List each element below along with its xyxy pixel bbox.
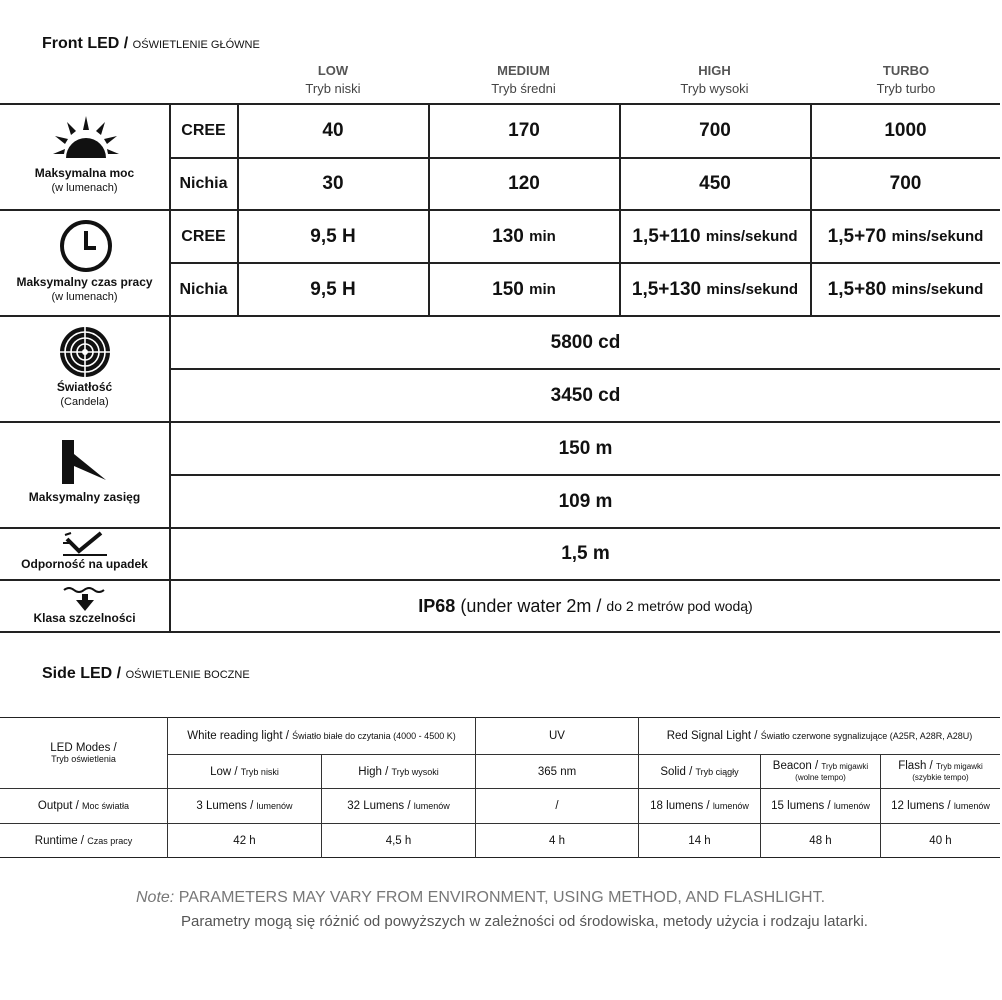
intensity-label: Światłość xyxy=(56,380,113,394)
runtime-sublabel: (w lumenach) xyxy=(51,291,118,303)
runtime-nichia-low: 9,5 H xyxy=(310,278,356,300)
front-led-title: Front LED / OŚWIETLENIE GŁÓWNE xyxy=(42,35,260,52)
range-nichia: 109 m xyxy=(558,490,613,512)
runtime-nichia-turbo: 1,5+80 mins/sekund xyxy=(827,278,984,300)
power-label-cell xyxy=(0,104,169,209)
power-cree-low: 40 xyxy=(322,120,344,141)
note-english: Note: PARAMETERS MAY VARY FROM ENVIRONMENT, USING METHOD, AND FLASHLIGHT. xyxy=(136,889,826,906)
intensity-label-cell xyxy=(0,316,169,421)
power-nichia-low: 30 xyxy=(322,173,344,194)
side-runtime-beacon: 48 h xyxy=(809,834,832,847)
runtime-nichia-medium: 150 min xyxy=(492,278,556,300)
intensity-sublabel: (Candela) xyxy=(60,396,109,408)
mode-header-medium: MEDIUM Tryb średni xyxy=(491,63,556,96)
mode-header-low: LOW Tryb niski xyxy=(305,63,361,96)
output-high: 32 Lumens / lumenów xyxy=(347,800,450,812)
intensity-nichia: 3450 cd xyxy=(550,384,621,406)
side-modes-label: LED Modes / Tryb oświetlenia xyxy=(50,742,117,764)
power-nichia-high: 450 xyxy=(699,173,731,194)
power-nichia-medium: 120 xyxy=(508,173,540,194)
range-label: Maksymalny zasięg xyxy=(28,490,141,504)
range-label-cell xyxy=(0,422,169,527)
waterproof-value: IP68 (under water 2m / do 2 metrów pod wodą) xyxy=(418,595,753,616)
led-cree-label: CREE xyxy=(181,122,226,139)
output-solid: 18 lumens / lumenów xyxy=(650,800,749,812)
impact-value: 1,5 m xyxy=(561,543,610,564)
water-icon xyxy=(62,584,108,612)
mode-header-high: HIGH Tryb wysoki xyxy=(680,63,749,96)
power-cree-high: 700 xyxy=(699,120,731,141)
side-runtime-uv: 4 h xyxy=(549,834,565,847)
intensity-cree: 5800 cd xyxy=(550,331,621,353)
group-white-light: White reading light / Światło białe do czytania (4000 - 4500 K) xyxy=(187,730,456,742)
power-nichia-turbo: 700 xyxy=(889,173,922,194)
side-led-title: Side LED / OŚWIETLENIE BOCZNE xyxy=(42,665,250,682)
note-polish: Parametry mogą się różnić od powyższych w zależności od środowiska, metody użycia i rodzaju latarki. xyxy=(181,913,868,930)
power-sublabel: (w lumenach) xyxy=(51,182,118,194)
runtime-cree-medium: 130 min xyxy=(492,225,556,247)
waterproof-label: Klasa szczelności xyxy=(33,611,136,625)
runtime-nichia-high: 1,5+130 mins/sekund xyxy=(631,278,799,300)
submode-flash: Flash / Tryb migawki (szybkie tempo) xyxy=(898,759,983,782)
runtime-cree-low: 9,5 H xyxy=(310,225,356,247)
clock-icon xyxy=(58,218,114,274)
power-cree-medium: 170 xyxy=(508,120,540,141)
beam-icon xyxy=(62,440,106,484)
led-nichia-label: Nichia xyxy=(179,175,228,192)
output-uv: / xyxy=(555,800,559,812)
group-uv: UV xyxy=(549,730,565,742)
power-cree-turbo: 1000 xyxy=(884,120,927,141)
submode-low: Low / Tryb niski xyxy=(210,765,279,778)
submode-uv: 365 nm xyxy=(537,765,577,778)
side-runtime-low: 42 h xyxy=(233,834,256,847)
led-nichia-label: Nichia xyxy=(179,280,228,298)
impact-label: Odporność na upadek xyxy=(21,557,148,571)
power-label: Maksymalna moc xyxy=(34,166,135,180)
output-beacon: 15 lumens / lumenów xyxy=(771,800,870,812)
impact-label-cell xyxy=(0,528,169,579)
waterproof-label-cell xyxy=(0,580,169,631)
output-flash: 12 lumens / lumenów xyxy=(891,800,990,812)
target-icon xyxy=(58,325,112,379)
submode-beacon: Beacon / Tryb migawki (wolne tempo) xyxy=(772,759,869,782)
side-runtime-flash: 40 h xyxy=(929,834,952,847)
side-output-label: Output / Moc światła xyxy=(37,800,130,812)
output-low: 3 Lumens / lumenów xyxy=(196,800,293,812)
sun-icon xyxy=(53,114,119,166)
range-cree: 150 m xyxy=(558,437,613,459)
side-runtime-label: Runtime / Czas pracy xyxy=(34,834,133,847)
runtime-cree-turbo: 1,5+70 mins/sekund xyxy=(827,225,984,247)
runtime-label: Maksymalny czas pracy xyxy=(16,275,153,289)
drop-impact-icon xyxy=(63,531,107,557)
mode-header-turbo: TURBO Tryb turbo xyxy=(876,63,936,96)
submode-solid: Solid / Tryb ciągły xyxy=(660,765,739,778)
led-cree-label: CREE xyxy=(181,227,226,245)
group-red-signal: Red Signal Light / Światło czerwone sygnalizujące (A25R, A28R, A28U) xyxy=(666,730,973,742)
submode-high: High / Tryb wysoki xyxy=(358,765,439,778)
side-runtime-solid: 14 h xyxy=(688,834,711,847)
runtime-label-cell xyxy=(0,210,169,315)
runtime-cree-high: 1,5+110 mins/sekund xyxy=(632,225,798,247)
side-runtime-high: 4,5 h xyxy=(385,834,412,847)
